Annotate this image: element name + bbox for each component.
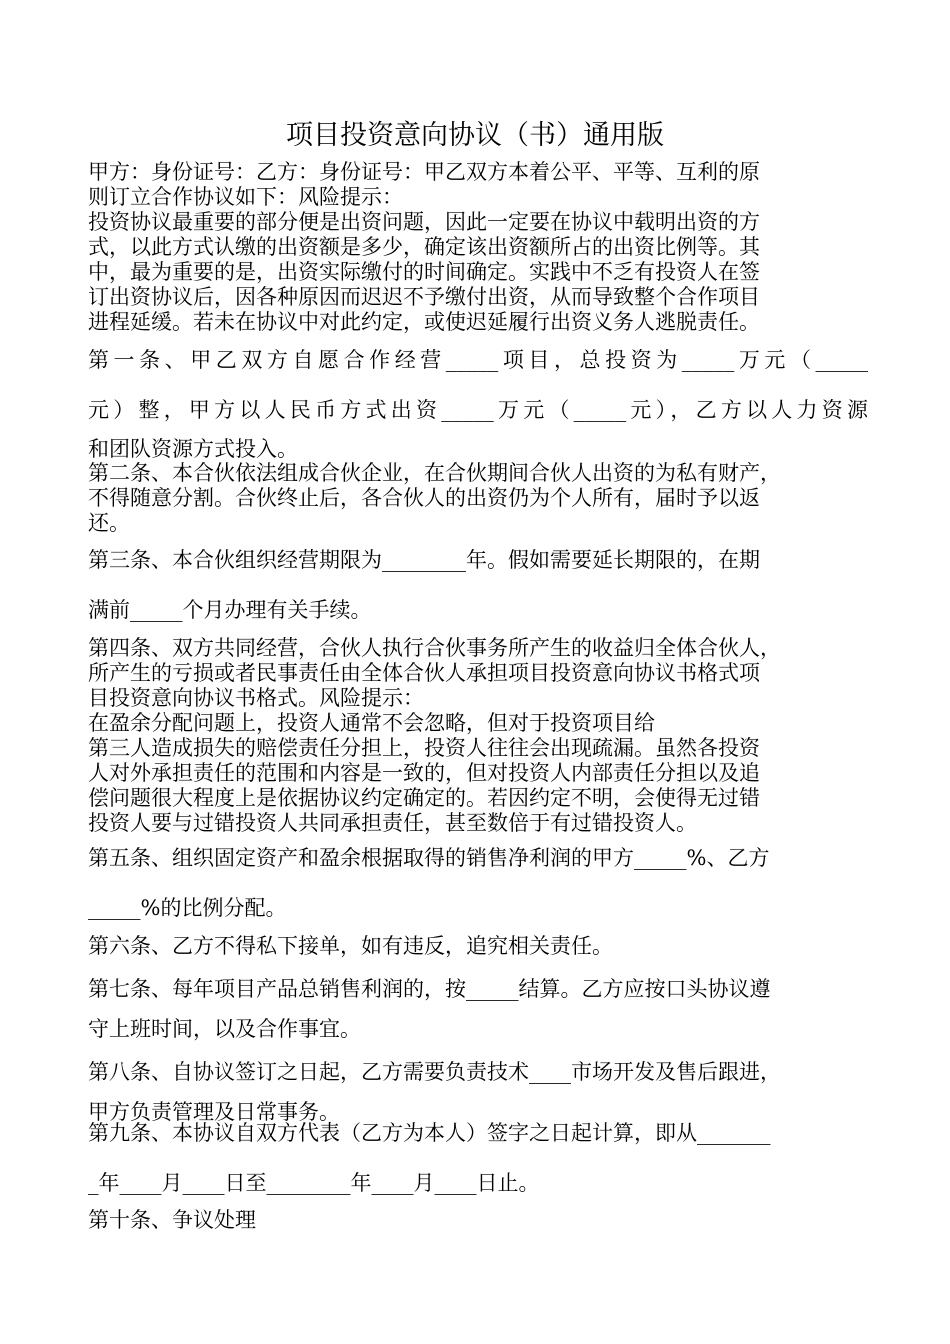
text-line: 甲方负责管理及日常事务。	[88, 1100, 340, 1124]
text-line: 进程延缓。若未在协议中对此约定，或使迟延履行出资义务人逃脱责任。	[88, 310, 760, 334]
article-6	[88, 934, 868, 959]
risk-note-paragraph	[88, 210, 868, 335]
text-line: 第二条、本合伙依法组成合伙企业，在合伙期间合伙人出资的为私有财产，	[88, 461, 781, 485]
article-7	[88, 969, 868, 1049]
text-line: 第七条、每年项目产品总销售利润的，按_____结算。乙方应按口头协议遵	[88, 977, 771, 1001]
text-line: _年____月____日至________年____月____日止。	[88, 1171, 540, 1195]
article-2	[88, 461, 868, 536]
text-line: 投资协议最重要的部分便是出资问题，因此一定要在协议中载明出资的方	[88, 210, 760, 234]
text-line: 还。	[88, 511, 130, 535]
text-line: 人对外承担责任的范围和内容是一致的，但对投资人内部责任分担以及追	[88, 761, 760, 785]
text-line: 在盈余分配问题上，投资人通常不会忽略，但对于投资项目给	[88, 711, 655, 735]
article-3	[88, 535, 868, 635]
text-line: 第三人造成损失的赔偿责任分担上，投资人往往会出现疏漏。虽然各投资	[88, 736, 760, 760]
document-title: 项目投资意向协议（书）通用版	[286, 120, 664, 151]
text-line: 第三条、本合伙组织经营期限为________年。假如需要延长期限的，在期	[88, 548, 760, 572]
article-5	[88, 833, 868, 933]
text-line: 目投资意向协议书格式。风险提示：	[88, 686, 424, 710]
text-line: 不得随意分割。合伙终止后，各合伙人的出资仍为个人所有，届时予以返	[88, 486, 760, 510]
article-10	[88, 1208, 868, 1233]
text-line: 甲方：身份证号：乙方：身份证号：甲乙双方本着公平、平等、互利的原	[88, 160, 760, 184]
text-line: 则订立合作协议如下：风险提示：	[88, 185, 403, 209]
text-line: 第八条、自协议签订之日起，乙方需要负责技术____市场开发及售后跟进，	[88, 1060, 781, 1084]
text-line: 守上班时间，以及合作事宜。	[88, 1017, 361, 1041]
text-line: 订出资协议后，因各种原因而迟迟不予缴付出资，从而导致整个合作项目	[88, 285, 760, 309]
text-line: 和团队资源方式投入。	[88, 437, 298, 461]
article-1	[88, 335, 868, 435]
text-line: 式，以此方式认缴的出资额是多少，确定该出资额所占的出资比例等。其	[88, 235, 760, 259]
intro-paragraph	[88, 160, 868, 210]
text-line: 第四条、双方共同经营，合伙人执行合伙事务所产生的收益归全体合伙人，	[88, 636, 781, 660]
text-line: 第十条、争议处理	[88, 1208, 256, 1232]
text-line: _____%的比例分配。	[88, 896, 287, 920]
article-4	[88, 636, 868, 836]
text-line: 元）整，甲方以人民币方式出资_____万元（_____元），乙方以人力资源	[88, 398, 868, 422]
text-line: 第九条、本协议自双方代表（乙方为本人）签字之日起计算，即从_______	[88, 1121, 771, 1145]
text-line: 第五条、组织固定资产和盈余根据取得的销售净利润的甲方_____%、乙方	[88, 846, 770, 870]
text-line: 满前_____个月办理有关手续。	[88, 598, 372, 622]
text-line: 偿问题很大程度上是依据协议约定确定的。若因约定不明，会使得无过错	[88, 786, 760, 810]
text-line: 第一条、甲乙双方自愿合作经营_____项目，总投资为_____万元（_____	[88, 348, 868, 372]
article-1-continued	[88, 437, 868, 462]
text-line: 所产生的亏损或者民事责任由全体合伙人承担项目投资意向协议书格式项	[88, 661, 760, 685]
article-9	[88, 1108, 868, 1208]
text-line: 中，最为重要的是，出资实际缴付的时间确定。实践中不乏有投资人在签	[88, 260, 760, 284]
text-line: 投资人要与过错投资人共同承担责任，甚至数倍于有过错投资人。	[88, 811, 697, 835]
text-line: 第六条、乙方不得私下接单，如有违反，追究相关责任。	[88, 934, 613, 958]
